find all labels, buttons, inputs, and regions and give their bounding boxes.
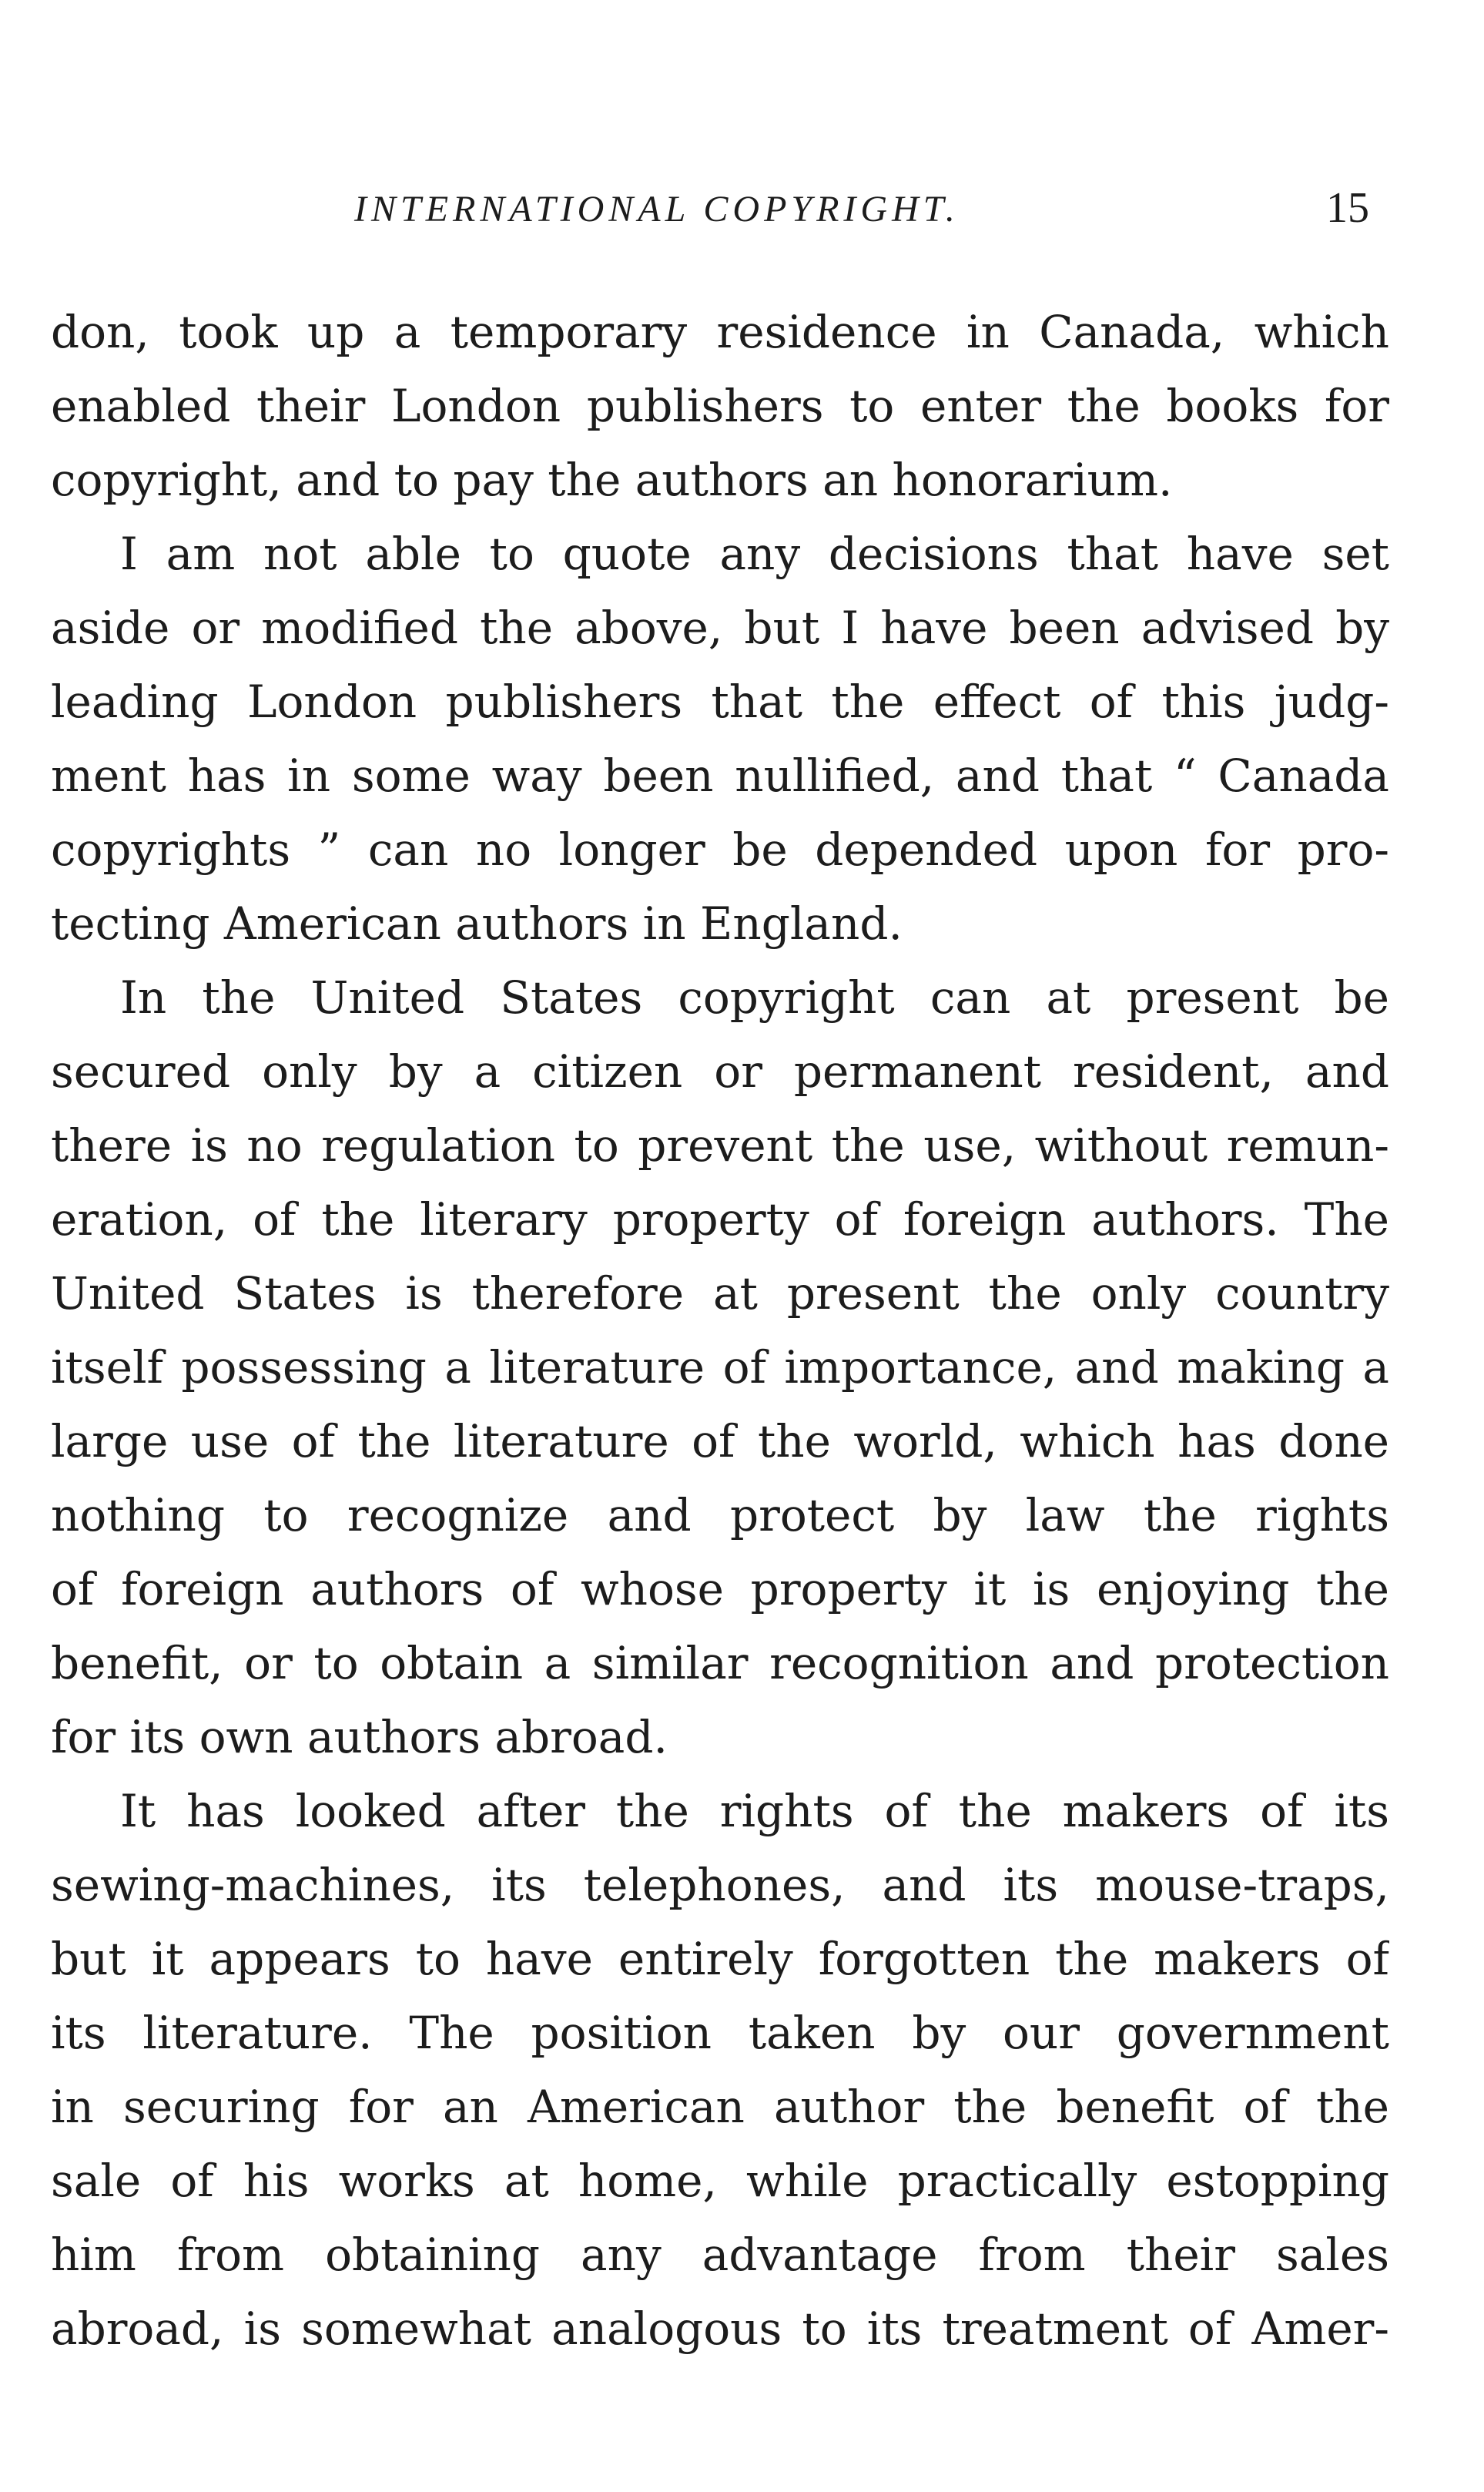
text-line: him from obtaining any advantage from their sales (51, 2229, 1389, 2281)
text-line: copyrights ” can no longer be depended upon for pro- (51, 823, 1389, 876)
text-line: benefit, or to obtain a similar recognition and protection (51, 1637, 1389, 1689)
text-line: for its own authors abroad. (51, 1711, 668, 1763)
text-line: I am not able to quote any decisions that have set (120, 528, 1389, 580)
text-line: of foreign authors of whose property it is enjoying the (51, 1563, 1389, 1615)
text-line: It has looked after the rights of the makers of its (120, 1785, 1389, 1837)
text-line: United States is therefore at present the only country (51, 1267, 1389, 1320)
text-line: eration, of the literary property of foreign authors. The (51, 1193, 1389, 1246)
text-line: tecting American authors in England. (51, 897, 903, 950)
text-line: enabled their London publishers to enter the books for (51, 380, 1389, 432)
text-line: its literature. The position taken by our government (51, 2007, 1389, 2059)
text-line: don, took up a temporary residence in Canada, which (51, 306, 1389, 358)
text-line: In the United States copyright can at present be (120, 971, 1389, 1024)
body-text (51, 295, 1389, 2366)
text-line: ment has in some way been nullified, and that “ Canada (51, 750, 1389, 802)
text-line: large use of the literature of the world, which has done (51, 1415, 1389, 1467)
text-line: but it appears to have entirely forgotten the makers of (51, 1933, 1389, 1985)
running-head: INTERNATIONAL COPYRIGHT. (354, 189, 960, 230)
page-number: 15 (1326, 184, 1369, 232)
text-line: copyright, and to pay the authors an honorarium. (51, 454, 1173, 506)
text-line: itself possessing a literature of importance, and making a (51, 1341, 1389, 1394)
text-line: there is no regulation to prevent the use, without remun- (51, 1119, 1389, 1172)
text-line: sale of his works at home, while practically estopping (51, 2155, 1389, 2207)
text-line: nothing to recognize and protect by law the rights (51, 1489, 1389, 1541)
text-line: secured only by a citizen or permanent resident, and (51, 1045, 1389, 1098)
text-line: leading London publishers that the effect of this judg- (51, 676, 1389, 728)
text-line: in securing for an American author the benefit of the (51, 2081, 1389, 2133)
text-line: abroad, is somewhat analogous to its treatment of Amer- (51, 2303, 1389, 2355)
text-line: sewing-machines, its telephones, and its mouse-traps, (51, 1859, 1389, 1911)
text-line: aside or modified the above, but I have been advised by (51, 602, 1389, 654)
